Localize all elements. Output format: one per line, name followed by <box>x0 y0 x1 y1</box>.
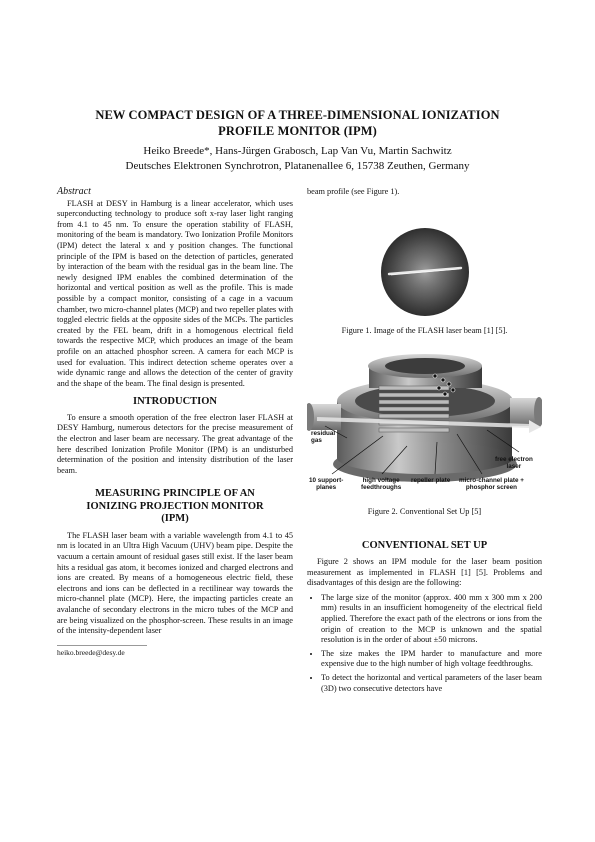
intro-text: To ensure a smooth operation of the free electron laser FLASH at DESY Hamburg, numerous detectors for the precise measurement of the electron and laser beam are necessary. The great advantage of the here described Ionization Profile Monitor (IPM) is an undisturbed determination of the position and intensity distribution of the laser beam. <box>57 412 293 475</box>
figure-1-caption: Figure 1. Image of the FLASH laser beam [1] [5]. <box>341 325 508 335</box>
label-hv-line-2: feedthroughs <box>361 483 402 491</box>
label-support-planes <box>309 477 343 491</box>
footnote-rule <box>57 645 147 646</box>
bullet-item: • The large size of the monitor (approx. 400 mm x 300 mm x 200 mm) results in an insufficient homogeneity of the electrical field applied. Therefore the exact path of the electrons or ions from the origin of creation to the MCP is unknown and the spatial resolution is in the order of about ±50 microns. <box>321 593 542 646</box>
label-residual-gas-line-1: residual <box>311 429 336 437</box>
right-column <box>307 187 542 697</box>
measuring-heading <box>57 488 293 526</box>
label-fel-line-2: laser <box>506 462 522 470</box>
figure-2-caption: Figure 2. Conventional Set Up [5] <box>367 506 482 516</box>
label-free-electron-laser <box>495 456 533 470</box>
conventional-text: Figure 2 shows an IPM module for the laser beam position measurement as implemented in FLASH [1] [5]. Problems and disadvantages of this design are the following: <box>307 557 542 588</box>
authors: Heiko Breede*, Hans-Jürgen Grabosch, Lap Van Vu, Martin Sachwitz <box>143 145 452 157</box>
footnote-block <box>57 645 293 657</box>
intro-heading: INTRODUCTION <box>132 396 217 408</box>
figure-1 <box>307 228 542 336</box>
beam-streak-graphic <box>381 228 469 316</box>
title-line-2: PROFILE MONITOR (IPM) <box>218 124 377 138</box>
measuring-heading-line-2: IONIZING PROJECTION MONITOR <box>86 500 264 512</box>
label-mcp-line-1: micro-channel plate + <box>459 476 524 484</box>
bullet-item: • To detect the horizontal and vertical parameters of the laser beam (3D) two consecutive detectors have <box>321 673 542 694</box>
paper-title <box>40 107 555 139</box>
abstract-heading: Abstract <box>57 186 91 197</box>
footnote-email: heiko.breede@desy.de <box>57 647 125 657</box>
conventional-bullets <box>307 593 542 694</box>
measuring-heading-line-1: MEASURING PRINCIPLE OF AN <box>95 488 255 500</box>
label-support-line-2: planes <box>316 483 337 491</box>
abstract-text: FLASH at DESY in Hamburg is a linear accelerator, which uses superconducting technology to produce soft x-ray laser light ranging from 4.1 to 45 nm. To ensure the operation stability of FLASH, monitoring of the beam is mandatory. Two Ionization Profile Monitors (IPM) detect the lateral x and y position changes. The functional principle of the IPM is based on the detection of particles, generated by interaction of the beam with the residual gas in the beam line. The newly designed IPM enables the combined determination of the horizontal and vertical position as well as the profile. This is made possible by a compact monitor, consisting of a cage in a vacuum chamber, two micro-channel plates (MCP) and two repeller plates with toggled electric fields at the opposite sides of the MCPs. The particles created by the FEL beam, drift in a homogenous electrical field towards the respective MCP, which produces an image of the beam profile on an attached phosphor screen. A camera for each MCP is used for evaluation. This indirect detection scheme operates over a wide dynamic range and allows the detection of the center of gravity and the shape of the beam. The final design is presented. <box>57 198 293 388</box>
label-mcp-line-2: phosphor screen <box>465 483 517 491</box>
label-residual-gas <box>311 430 335 444</box>
figure-2 <box>307 346 542 501</box>
left-column <box>57 187 293 657</box>
laser-beam-image <box>381 228 469 316</box>
title-line-1: NEW COMPACT DESIGN OF A THREE-DIMENSIONAL IONIZATION <box>95 108 500 122</box>
measuring-heading-line-3: (IPM) <box>161 513 189 525</box>
label-residual-gas-line-2: gas <box>311 436 322 444</box>
conventional-heading: CONVENTIONAL SET UP <box>361 539 488 551</box>
label-repeller-plate: repeller plate <box>411 476 451 484</box>
label-fel-line-1: free electron <box>495 455 533 463</box>
label-mcp <box>459 477 524 491</box>
measuring-text: The FLASH laser beam with a variable wavelength from 4.1 to 45 nm is located in an Ultra High Vacuum (UHV) beam pipe. Despite the vacuum a certain amount of residual gases still exist. If the laser beam hits a residual gas atom, it becomes ionized and charged electrons and ions are created. By means of a homogeneous electric field, these electrons and ions can be deflected in a rectilinear way towards the micro-channel plate (MCP). Here, the impacting particles create an avalanche of secondary electrons in the micro tubes of the MCP and are being visualized on the phosphor-screen. These results in an image of the intensity-dependent laser <box>57 530 293 636</box>
affiliation: Deutsches Elektronen Synchrotron, Platanenallee 6, 15738 Zeuthen, Germany <box>125 160 470 172</box>
bullet-item: • The size makes the IPM harder to manufacture and more expensive due to the high number of high voltage feedthroughs. <box>321 649 542 670</box>
label-hv-line-1: high voltage <box>362 476 400 484</box>
label-support-line-1: 10 support- <box>309 476 344 484</box>
author-block <box>40 144 555 174</box>
label-high-voltage <box>361 477 401 491</box>
right-column-continuation: beam profile (see Figure 1). <box>307 187 400 196</box>
